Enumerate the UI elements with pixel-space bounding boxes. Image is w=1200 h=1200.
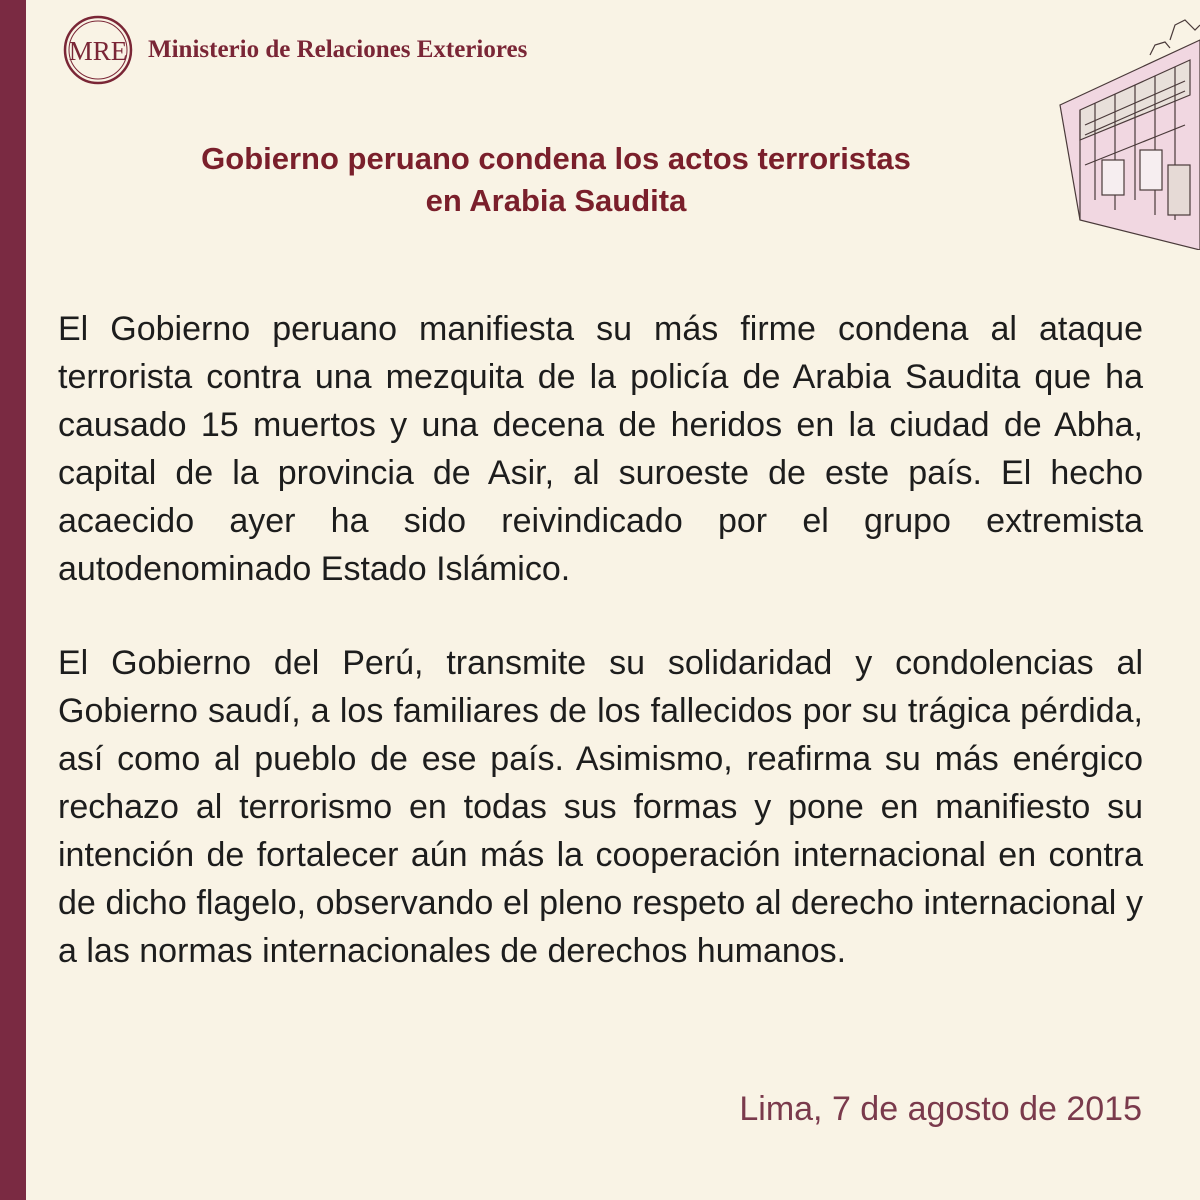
mre-seal-logo — [62, 14, 134, 86]
ministry-header — [62, 14, 527, 86]
dateline: Lima, 7 de agosto de 2015 — [739, 1090, 1142, 1128]
title-line-1: Gobierno peruano condena los actos terroristas — [201, 141, 911, 176]
left-color-band — [0, 0, 26, 1200]
paragraph-2: El Gobierno del Perú, transmite su solidaridad y condolencias al Gobierno saudí, a los familiares de los fallecidos por su trágica pérdida, así como al pueblo de ese país. Asimismo, reafirma su más enérgico rechazo al terrorismo en todas sus formas y pone en manifiesto su intención de fortalecer aún más la cooperación internacional en contra de dicho flagelo, observando el pleno respeto al derecho internacional y a las normas internacionales de derechos humanos. — [58, 644, 1143, 970]
title-line-2: en Arabia Saudita — [425, 183, 687, 218]
paragraph-1: El Gobierno peruano manifiesta su más firme condena al ataque terrorista contra una mezquita de la policía de Arabia Saudita que ha causado 15 muertos y una decena de heridos en la ciudad de Abha, capital de la provincia de Asir, al suroeste de este país. El hecho acaecido ayer ha sido reivindicado por el grupo extremista autodenominado Estado Islámico. — [58, 310, 1143, 588]
svg-text:MRE: MRE — [68, 36, 128, 66]
statement-title — [100, 138, 1012, 222]
statement-body — [58, 305, 1143, 975]
ministry-name: Ministerio de Relaciones Exteriores — [148, 36, 528, 63]
colonial-building-illustration — [1040, 0, 1200, 250]
